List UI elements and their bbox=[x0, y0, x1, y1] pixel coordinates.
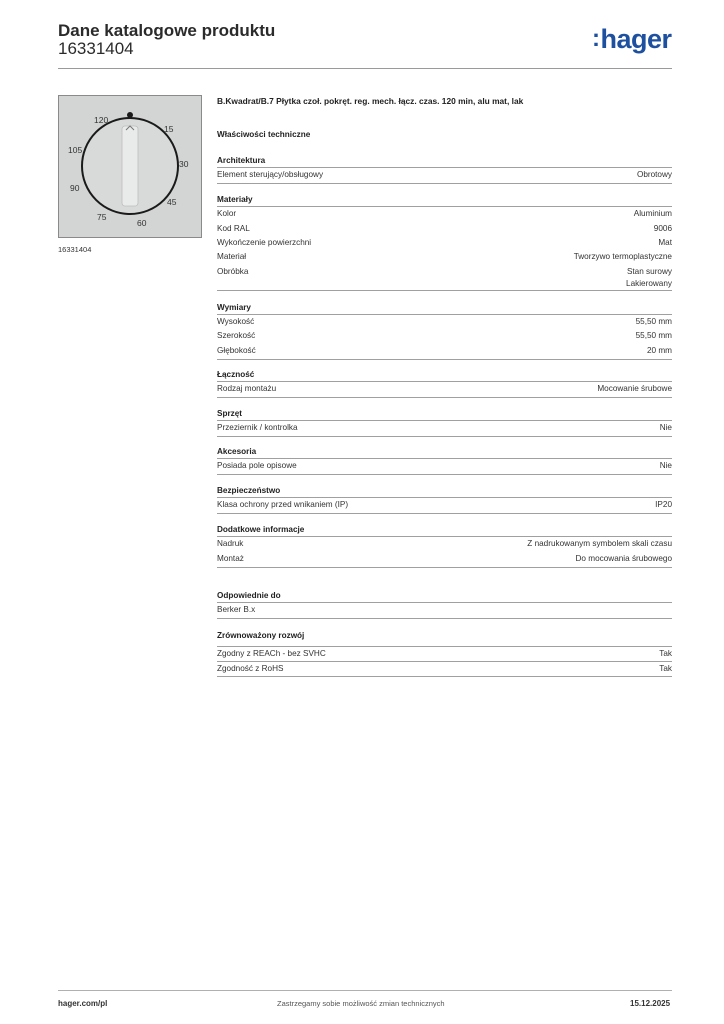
section-divider bbox=[217, 497, 672, 498]
section-divider bbox=[217, 676, 672, 677]
dial-label: 120 bbox=[94, 115, 109, 125]
dial-label: 90 bbox=[70, 183, 80, 193]
dial-label: 75 bbox=[97, 212, 107, 222]
section-divider bbox=[217, 397, 672, 398]
section-heading: Sprzęt bbox=[217, 409, 243, 418]
technical-properties-heading: Właściwości techniczne bbox=[217, 130, 311, 139]
section-divider bbox=[217, 458, 672, 459]
hager-logo: :hager bbox=[592, 24, 672, 54]
timer-dial-illustration bbox=[59, 96, 201, 237]
section-divider bbox=[217, 618, 672, 619]
section-divider bbox=[217, 474, 672, 475]
section-divider bbox=[217, 536, 672, 537]
footer-date: 15.12.2025 bbox=[630, 999, 671, 1008]
header-divider bbox=[58, 68, 672, 69]
section-heading: Architektura bbox=[217, 156, 266, 165]
section-divider bbox=[217, 436, 672, 437]
section-divider bbox=[217, 420, 672, 421]
section-divider bbox=[217, 359, 672, 360]
section-heading: Dodatkowe informacje bbox=[217, 525, 305, 534]
dial-label: 60 bbox=[137, 218, 147, 228]
section-heading: Zrównoważony rozwój bbox=[217, 631, 305, 640]
dial-label: 15 bbox=[164, 124, 174, 134]
section-heading: Materiały bbox=[217, 195, 253, 204]
section-divider bbox=[217, 167, 672, 168]
section-divider bbox=[217, 513, 672, 514]
section-divider bbox=[217, 661, 672, 662]
dial-label: 30 bbox=[179, 159, 189, 169]
section-heading: Wymiary bbox=[217, 303, 251, 312]
section-divider bbox=[217, 381, 672, 382]
image-caption: 16331404 bbox=[58, 245, 92, 254]
section-divider bbox=[217, 290, 672, 291]
section-divider bbox=[217, 314, 672, 315]
section-divider bbox=[217, 602, 672, 603]
section-heading: Odpowiednie do bbox=[217, 591, 281, 600]
product-number: 16331404 bbox=[58, 39, 134, 58]
footer-divider bbox=[58, 990, 672, 991]
product-title: B.Kwadrat/B.7 Płytka czoł. pokręt. reg. mech. łącz. czas. 120 min, alu mat, lak bbox=[217, 96, 524, 106]
product-image bbox=[58, 95, 202, 238]
footer-note: Zastrzegamy sobie możliwość zmian technicznych bbox=[277, 999, 445, 1008]
dial-label: 45 bbox=[167, 197, 177, 207]
footer-website: hager.com/pl bbox=[58, 999, 108, 1008]
section-divider bbox=[217, 646, 672, 647]
section-divider bbox=[217, 183, 672, 184]
page-title: Dane katalogowe produktu bbox=[58, 21, 276, 40]
dial-label: 105 bbox=[68, 145, 83, 155]
section-divider bbox=[217, 567, 672, 568]
section-heading: Bezpieczeństwo bbox=[217, 486, 281, 495]
section-heading: Łączność bbox=[217, 370, 255, 379]
section-divider bbox=[217, 206, 672, 207]
section-heading: Akcesoria bbox=[217, 447, 257, 456]
